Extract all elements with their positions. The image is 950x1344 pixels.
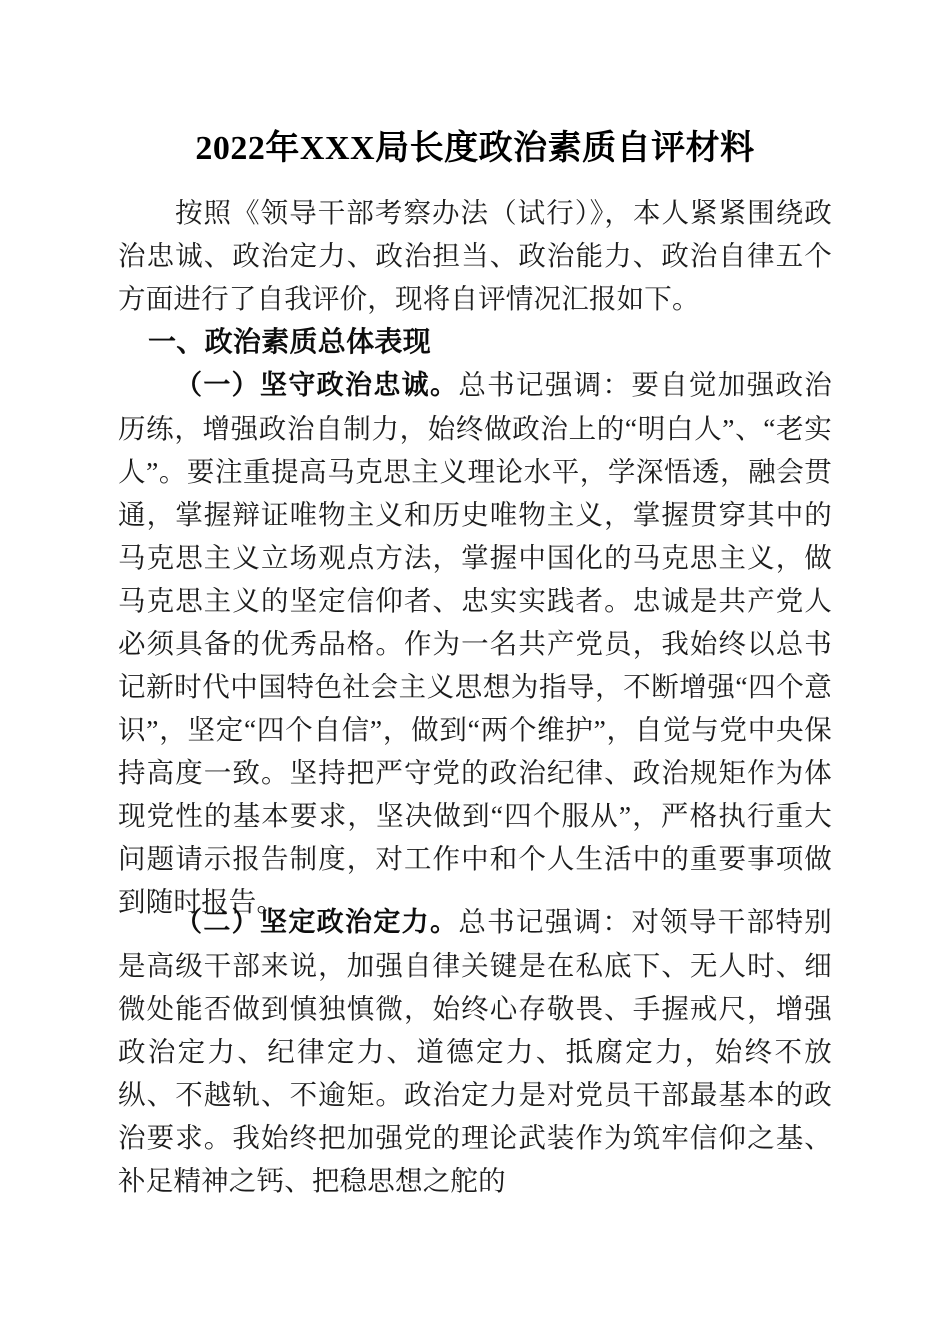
intro-paragraph-block [118, 191, 832, 320]
subsection-block-1 [118, 363, 832, 923]
subsection-lead-2: （二）坚定政治定力。 [175, 907, 459, 937]
subsection-block-2 [118, 900, 832, 1202]
section-heading-block [118, 320, 832, 363]
section-heading-political-quality: 一、政治素质总体表现 [148, 326, 432, 357]
intro-paragraph: 按照《领导干部考察办法（试行）》，本人紧紧围绕政治忠诚、政治定力、政治担当、政治能力、政治自律五个方面进行了自我评价，现将自评情况汇报如下。 [118, 197, 832, 314]
page-title: 2022年XXX局长度政治素质自评材料 [195, 130, 755, 167]
subsection-body-1: 总书记强调：要自觉加强政治历练，增强政治自制力，始终做政治上的“明白人”、“老实人”。要注重提高马克思主义理论水平，学深悟透，融会贯通，掌握辩证唯物主义和历史唯物主义，掌握贯穿其中的马克思主义立场观点方法，掌握中国化的马克思主义，做马克思主义的坚定信仰者、忠实实践者。忠诚是共产党人必须具备的优秀品格。作为一名共产党员，我始终以总书记新时代中国特色社会主义思想为指导，不断增强“四个意识”，坚定“四个自信”，做到“两个维护”，自觉与党中央保持高度一致。坚持把严守党的政治纪律、政治规矩作为体现党性的基本要求，坚决做到“四个服从”，严格执行重大问题请示报告制度，对工作中和个人生活中的重要事项做到随时报告。 [118, 369, 833, 917]
subsection-lead-1: （一）坚守政治忠诚。 [175, 370, 459, 400]
subsection-body-2: 总书记强调：对领导干部特别是高级干部来说，加强自律关键是在私底下、无人时、细微处能否做到慎独慎微，始终心存敬畏、手握戒尺，增强政治定力、纪律定力、道德定力、抵腐定力，始终不放纵、不越轨、不逾矩。政治定力是对党员干部最基本的政治要求。我始终把加强党的理论武装作为筑牢信仰之基、补足精神之钙、把稳思想之舵的 [118, 906, 833, 1196]
subsection-paragraph-1 [118, 363, 832, 923]
subsection-paragraph-2 [118, 900, 832, 1202]
